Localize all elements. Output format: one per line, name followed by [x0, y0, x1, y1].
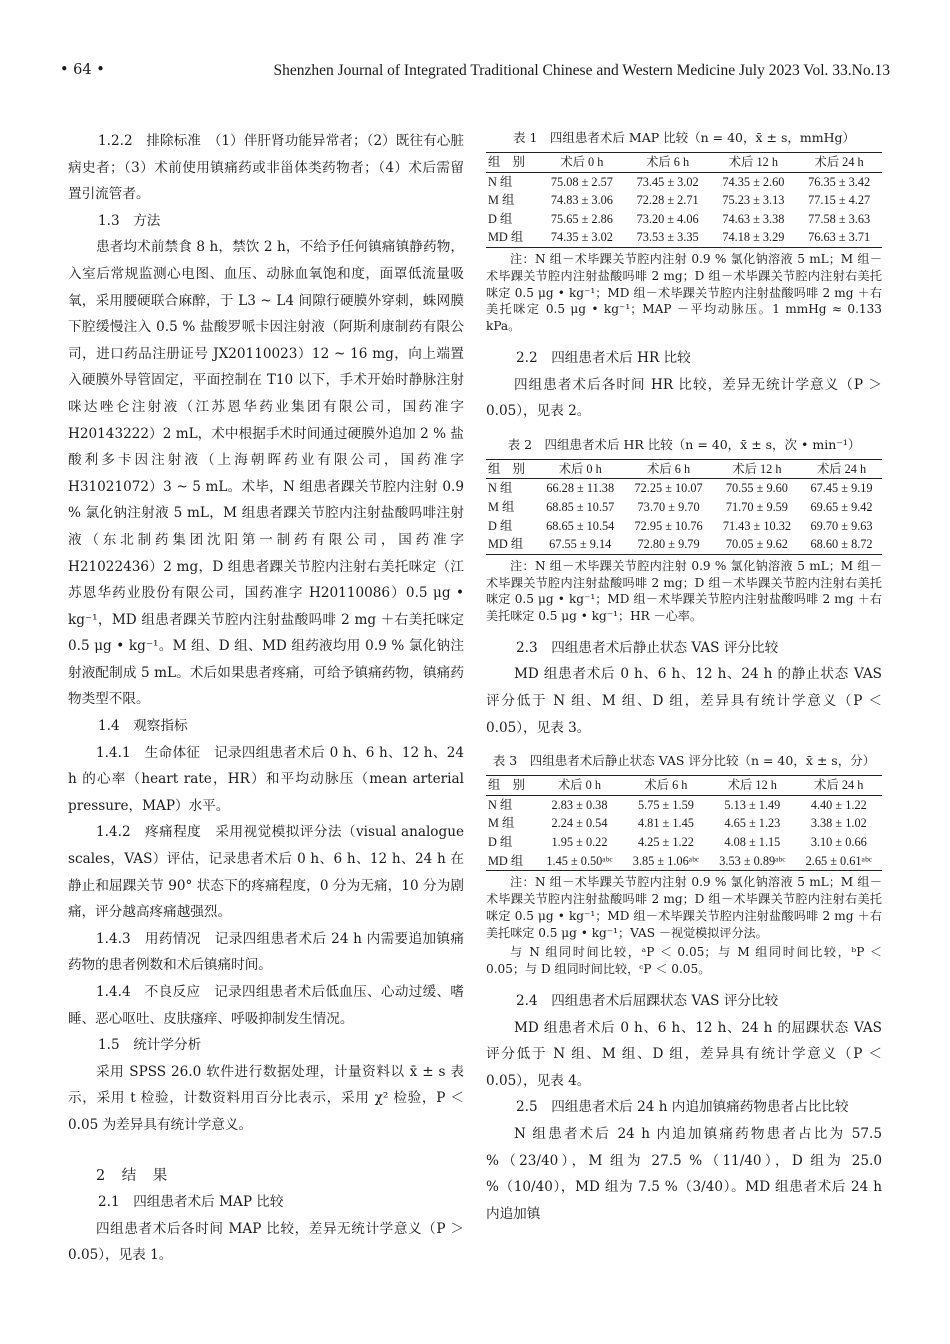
table-row	[486, 517, 882, 536]
table-cell: 68.65 ± 10.54	[546, 518, 615, 533]
table-3	[486, 751, 882, 978]
table-cell: 1.95 ± 0.22	[551, 835, 608, 850]
section-heading: 2.3 四组患者术后静止状态 VAS 评分比较	[516, 639, 779, 656]
row-label: M 组	[488, 499, 515, 514]
column-header: 术后 6 h	[623, 776, 709, 796]
table-cell: 3.38 ± 1.02	[810, 816, 867, 831]
table-row	[486, 852, 882, 871]
table-cell: 3.85 ± 1.06ᵃᵇᶜ	[623, 852, 709, 871]
column-header: 术后 0 h	[536, 776, 622, 796]
table-row	[486, 795, 882, 814]
row-label: M 组	[488, 193, 515, 208]
table-row	[486, 479, 882, 498]
section-heading: 2.2 四组患者术后 HR 比较	[516, 349, 691, 366]
paragraph: 采用 SPSS 26.0 软件进行数据处理，计量资料以 x̄ ± s 表示，采用 t 检验，计数资料用百分比表示，采用 χ² 检验，P ＜ 0.05 为差异具有统计学意义。	[68, 1063, 464, 1133]
table-cell: 75.65 ± 2.86	[550, 211, 613, 226]
column-header: 术后 24 h	[796, 776, 882, 796]
paragraph: MD 组患者术后 0 h、6 h、12 h、24 h 的静止状态 VAS 评分低于 N 组、M 组、D 组，差异具有统计学意义（P ＜ 0.05），见表 3。	[486, 666, 882, 736]
column-header: 术后 6 h	[624, 459, 712, 479]
table-row	[486, 814, 882, 833]
column-header: 术后 24 h	[801, 459, 882, 479]
table-cell: 72.28 ± 2.71	[636, 193, 699, 208]
table-cell: 3.10 ± 0.66	[810, 835, 867, 850]
paragraph: 1.4.2 疼痛程度 采用视觉模拟评分法（visual analogue scales，VAS）评估，记录患者术后 0 h、6 h、12 h、24 h 在静止和屈踝关节 90° 状态下的疼痛程度，0 分为无痛，10 分为剧痛，评分越高疼痛越强烈。	[68, 824, 464, 921]
table-cell: 5.75 ± 1.59	[637, 797, 694, 812]
paragraph: MD 组患者术后 0 h、6 h、12 h、24 h 的屈踝状态 VAS 评分低于 N 组、M 组、D 组，差异具有统计学意义（P ＜ 0.05），见表 4。	[486, 1019, 882, 1089]
section-heading: 1.2.2 排除标准 （1）伴肝肾功能异常者；（2）既往有心脏病史者；（3）术前使用镇痛药或非甾体类药物者；（4）术后需留置引流管者。	[68, 133, 464, 203]
table-row	[486, 172, 882, 191]
paragraph: 1.4.1 生命体征 记录四组患者术后 0 h、6 h、12 h、24 h 的心率（heart rate，HR）和平均动脉压（mean arterial pressure，MAP）水平。	[68, 744, 464, 814]
table-3-caption: 表 3 四组患者术后静止状态 VAS 评分比较（n = 40，x̄ ± s，分）	[492, 753, 876, 769]
row-label: D 组	[488, 835, 513, 850]
table-cell: 4.08 ± 1.15	[724, 835, 781, 850]
paragraph: 四组患者术后各时间 HR 比较，差异无统计学意义（P ＞ 0.05），见表 2。	[486, 376, 882, 420]
table-2-note: 注：N 组－术毕踝关节腔内注射 0.9 % 氯化钠溶液 5 mL；M 组－术毕踝关节腔内注射盐酸吗啡 2 mg；D 组－术毕踝关节腔内注射右美托咪定 0.5 μg • kg⁻¹；MD 组－术毕踝关节腔内注射盐酸吗啡 2 mg ＋右美托咪定 0.5 μg • kg⁻¹；HR －心率。	[486, 558, 882, 624]
table-cell: 73.53 ± 3.35	[625, 228, 711, 247]
table-cell: 73.45 ± 3.02	[636, 174, 699, 189]
row-label: MD 组	[486, 535, 536, 554]
column-header: 组 别	[486, 153, 539, 173]
table-cell: 4.40 ± 1.22	[810, 797, 867, 812]
table-cell: 75.08 ± 2.57	[550, 174, 613, 189]
row-label: N 组	[488, 174, 513, 189]
row-label: MD 组	[486, 228, 539, 247]
row-label: MD 组	[486, 852, 536, 871]
table-cell: 74.18 ± 3.29	[711, 228, 797, 247]
section-2-2	[486, 345, 882, 425]
column-header: 术后 0 h	[539, 153, 625, 173]
left-column	[68, 128, 464, 1269]
row-label: D 组	[488, 518, 513, 533]
table-cell: 71.43 ± 10.32	[722, 518, 792, 533]
column-header: 术后 24 h	[796, 153, 882, 173]
table-cell: 77.15 ± 4.27	[808, 193, 871, 208]
table-1-caption: 表 1 四组患者术后 MAP 比较（n = 40，x̄ ± s，mmHg）	[513, 130, 855, 145]
table-row	[486, 535, 882, 554]
table-cell: 5.13 ± 1.49	[724, 797, 781, 812]
paragraph: 患者均术前禁食 8 h，禁饮 2 h，不给予任何镇痛镇静药物，入室后常规监测心电图、血压、动脉血氧饱和度，面罩低流量吸氧，采用腰硬联合麻醉，于 L3 ~ L4 间隙行硬膜外穿刺，蛛网膜下腔缓慢注入 0.5 % 盐酸罗哌卡因注射液（阿斯利康制药有限公司，进口药品注册证号 JX20110023）12 ~ 16 mg，向上端置入硬膜外导管固定，平面控制在 T10 以下，手术开始时静脉注射咪达唑仑注射液（江苏恩华药业集团有限公司，国药准字 H20143222）2 mL，术中根据手术时间通过硬膜外追加 2 % 盐酸利多卡因注射液（上海朝晖药业有限公司，国药准字 H31021072）3 ~ 5 mL。术毕，N 组患者踝关节腔内注射 0.9 % 氯化钠注射液 5 mL，M 组患者踝关节腔内注射盐酸吗啡注射液（东北制药集团沈阳第一制药有限公司，国药准字 H21022436）2 mg，D 组患者踝关节腔内注射右美托咪定（江苏恩华药业股份有限公司，国药准字 H20110086）0.5 μg • kg⁻¹，MD 组患者踝关节腔内注射盐酸吗啡 2 mg ＋右美托咪定 0.5 μg • kg⁻¹。M 组、D 组、MD 组药液均用 0.9 % 氯化钠注射液配制成 5 mL。术后如果患者疼痛，可给予镇痛药物，镇痛药物类型不限。	[68, 239, 464, 708]
table-cell: 71.70 ± 9.59	[725, 499, 788, 514]
table-cell: 4.25 ± 1.22	[637, 835, 694, 850]
section-heading: 1.5 统计学分析	[98, 1037, 202, 1054]
table-cell: 70.05 ± 9.62	[713, 535, 801, 554]
table-cell: 76.35 ± 3.42	[808, 174, 871, 189]
table-header-row	[486, 459, 882, 479]
table-cell: 67.55 ± 9.14	[536, 535, 624, 554]
right-column	[486, 128, 882, 1227]
column-header: 术后 12 h	[713, 459, 801, 479]
table-row	[486, 228, 882, 247]
paragraph: N 组患者术后 24 h 内追加镇痛药物患者占比为 57.5 %（23/40），M 组为 27.5 %（11/40），D 组为 25.0 %（10/40），MD 组为 7.5 %（3/40）。MD 组患者术后 24 h 内追加镇	[486, 1125, 882, 1222]
paragraph: 1.4.4 不良反应 记录四组患者术后低血压、心动过缓、嗜睡、恶心呕吐、皮肤瘙痒、呼吸抑制发生情况。	[68, 984, 464, 1027]
section-2-4-2-5	[486, 988, 882, 1227]
spacer	[68, 1139, 464, 1153]
table-cell: 3.53 ± 0.89ᵃᵇᶜ	[709, 852, 795, 871]
table-cell: 68.60 ± 8.72	[801, 535, 882, 554]
section-heading: 2.4 四组患者术后屈踝状态 VAS 评分比较	[516, 993, 779, 1010]
row-label: M 组	[488, 816, 515, 831]
section-heading: 2.1 四组患者术后 MAP 比较	[98, 1194, 284, 1211]
column-header: 术后 12 h	[709, 776, 795, 796]
table-cell: 72.80 ± 9.79	[624, 535, 712, 554]
running-header	[60, 62, 890, 84]
table-row	[486, 498, 882, 517]
table-1	[486, 128, 882, 335]
table-1-grid	[486, 152, 882, 248]
section-heading: 2.5 四组患者术后 24 h 内追加镇痛药物患者占比比较	[516, 1099, 849, 1116]
row-label: D 组	[488, 211, 513, 226]
paragraph: 1.4.3 用药情况 记录四组患者术后 24 h 内需要追加镇痛药物的患者例数和术后镇痛时间。	[68, 930, 464, 974]
table-cell: 74.63 ± 3.38	[722, 211, 785, 226]
table-cell: 73.70 ± 9.70	[637, 499, 700, 514]
table-cell: 75.23 ± 3.13	[722, 193, 785, 208]
row-label: N 组	[488, 797, 513, 812]
column-header: 组 别	[486, 776, 536, 796]
table-cell: 4.65 ± 1.23	[724, 816, 781, 831]
paragraph: 四组患者术后各时间 MAP 比较，差异无统计学意义（P ＞ 0.05），见表 1。	[68, 1220, 464, 1264]
table-header-row	[486, 776, 882, 796]
table-1-note: 注：N 组－术毕踝关节腔内注射 0.9 % 氯化钠溶液 5 mL；M 组－术毕踝关节腔内注射盐酸吗啡 2 mg；D 组－术毕踝关节腔内注射右美托咪定 0.5 μg • kg⁻¹；MD 组－术毕踝关节腔内注射盐酸吗啡 2 mg ＋右美托咪定 0.5 μg • kg⁻¹；MAP －平均动脉压。1 mmHg ≈ 0.133 kPa。	[486, 251, 882, 334]
table-2	[486, 435, 882, 625]
table-cell: 2.65 ± 0.61ᵃᵇᶜ	[796, 852, 882, 871]
table-cell: 66.28 ± 11.38	[546, 481, 615, 496]
table-header-row	[486, 153, 882, 173]
table-cell: 2.83 ± 0.38	[551, 797, 608, 812]
table-cell: 76.63 ± 3.71	[796, 228, 882, 247]
table-cell: 69.70 ± 9.63	[810, 518, 873, 533]
journal-title: Shenzhen Journal of Integrated Traditional Chinese and Western Medicine July 2023 Vol. 33.No.13	[273, 62, 890, 79]
table-row	[486, 210, 882, 229]
table-cell: 77.58 ± 3.63	[808, 211, 871, 226]
section-heading: 1.3 方法	[98, 212, 161, 229]
section-2-3	[486, 635, 882, 741]
table-cell: 73.20 ± 4.06	[636, 211, 699, 226]
table-cell: 74.35 ± 2.60	[722, 174, 785, 189]
table-3-significance-note: 与 N 组同时间比较，ᵃP ＜ 0.05；与 M 组同时间比较，ᵇP ＜ 0.05；与 D 组同时间比较，ᶜP ＜ 0.05。	[486, 945, 882, 977]
table-2-caption: 表 2 四组患者术后 HR 比较（n = 40，x̄ ± s，次 • min⁻¹）	[507, 436, 861, 452]
page-number: • 64 •	[60, 62, 105, 78]
column-header: 组 别	[486, 459, 536, 479]
table-cell: 1.45 ± 0.50ᵃᵇᶜ	[536, 852, 622, 871]
table-cell: 74.83 ± 3.06	[550, 193, 613, 208]
table-cell: 70.55 ± 9.60	[725, 481, 788, 496]
column-header: 术后 0 h	[536, 459, 624, 479]
table-cell: 72.95 ± 10.76	[634, 518, 703, 533]
table-3-note: 注：N 组－术毕踝关节腔内注射 0.9 % 氯化钠溶液 5 mL；M 组－术毕踝关节腔内注射盐酸吗啡 2 mg；D 组－术毕踝关节腔内注射右美托咪定 0.5 μg • kg⁻¹；MD 组－术毕踝关节腔内注射盐酸吗啡 2 mg ＋右美托咪定 0.5 μg • kg⁻¹；VAS －视觉模拟评分法。	[486, 875, 882, 940]
table-3-grid	[486, 775, 882, 871]
table-cell: 68.85 ± 10.57	[546, 499, 615, 514]
table-cell: 69.65 ± 9.42	[810, 499, 873, 514]
column-header: 术后 6 h	[625, 153, 711, 173]
column-header: 术后 12 h	[711, 153, 797, 173]
table-cell: 74.35 ± 3.02	[539, 228, 625, 247]
table-2-grid	[486, 459, 882, 555]
table-cell: 2.24 ± 0.54	[551, 816, 608, 831]
table-row	[486, 833, 882, 852]
section-heading: 2 结 果	[96, 1167, 169, 1184]
row-label: N 组	[488, 481, 513, 496]
table-cell: 67.45 ± 9.19	[810, 481, 873, 496]
table-row	[486, 191, 882, 210]
section-heading: 1.4 观察指标	[98, 718, 188, 735]
table-cell: 4.81 ± 1.45	[637, 816, 694, 831]
table-cell: 72.25 ± 10.07	[634, 481, 703, 496]
